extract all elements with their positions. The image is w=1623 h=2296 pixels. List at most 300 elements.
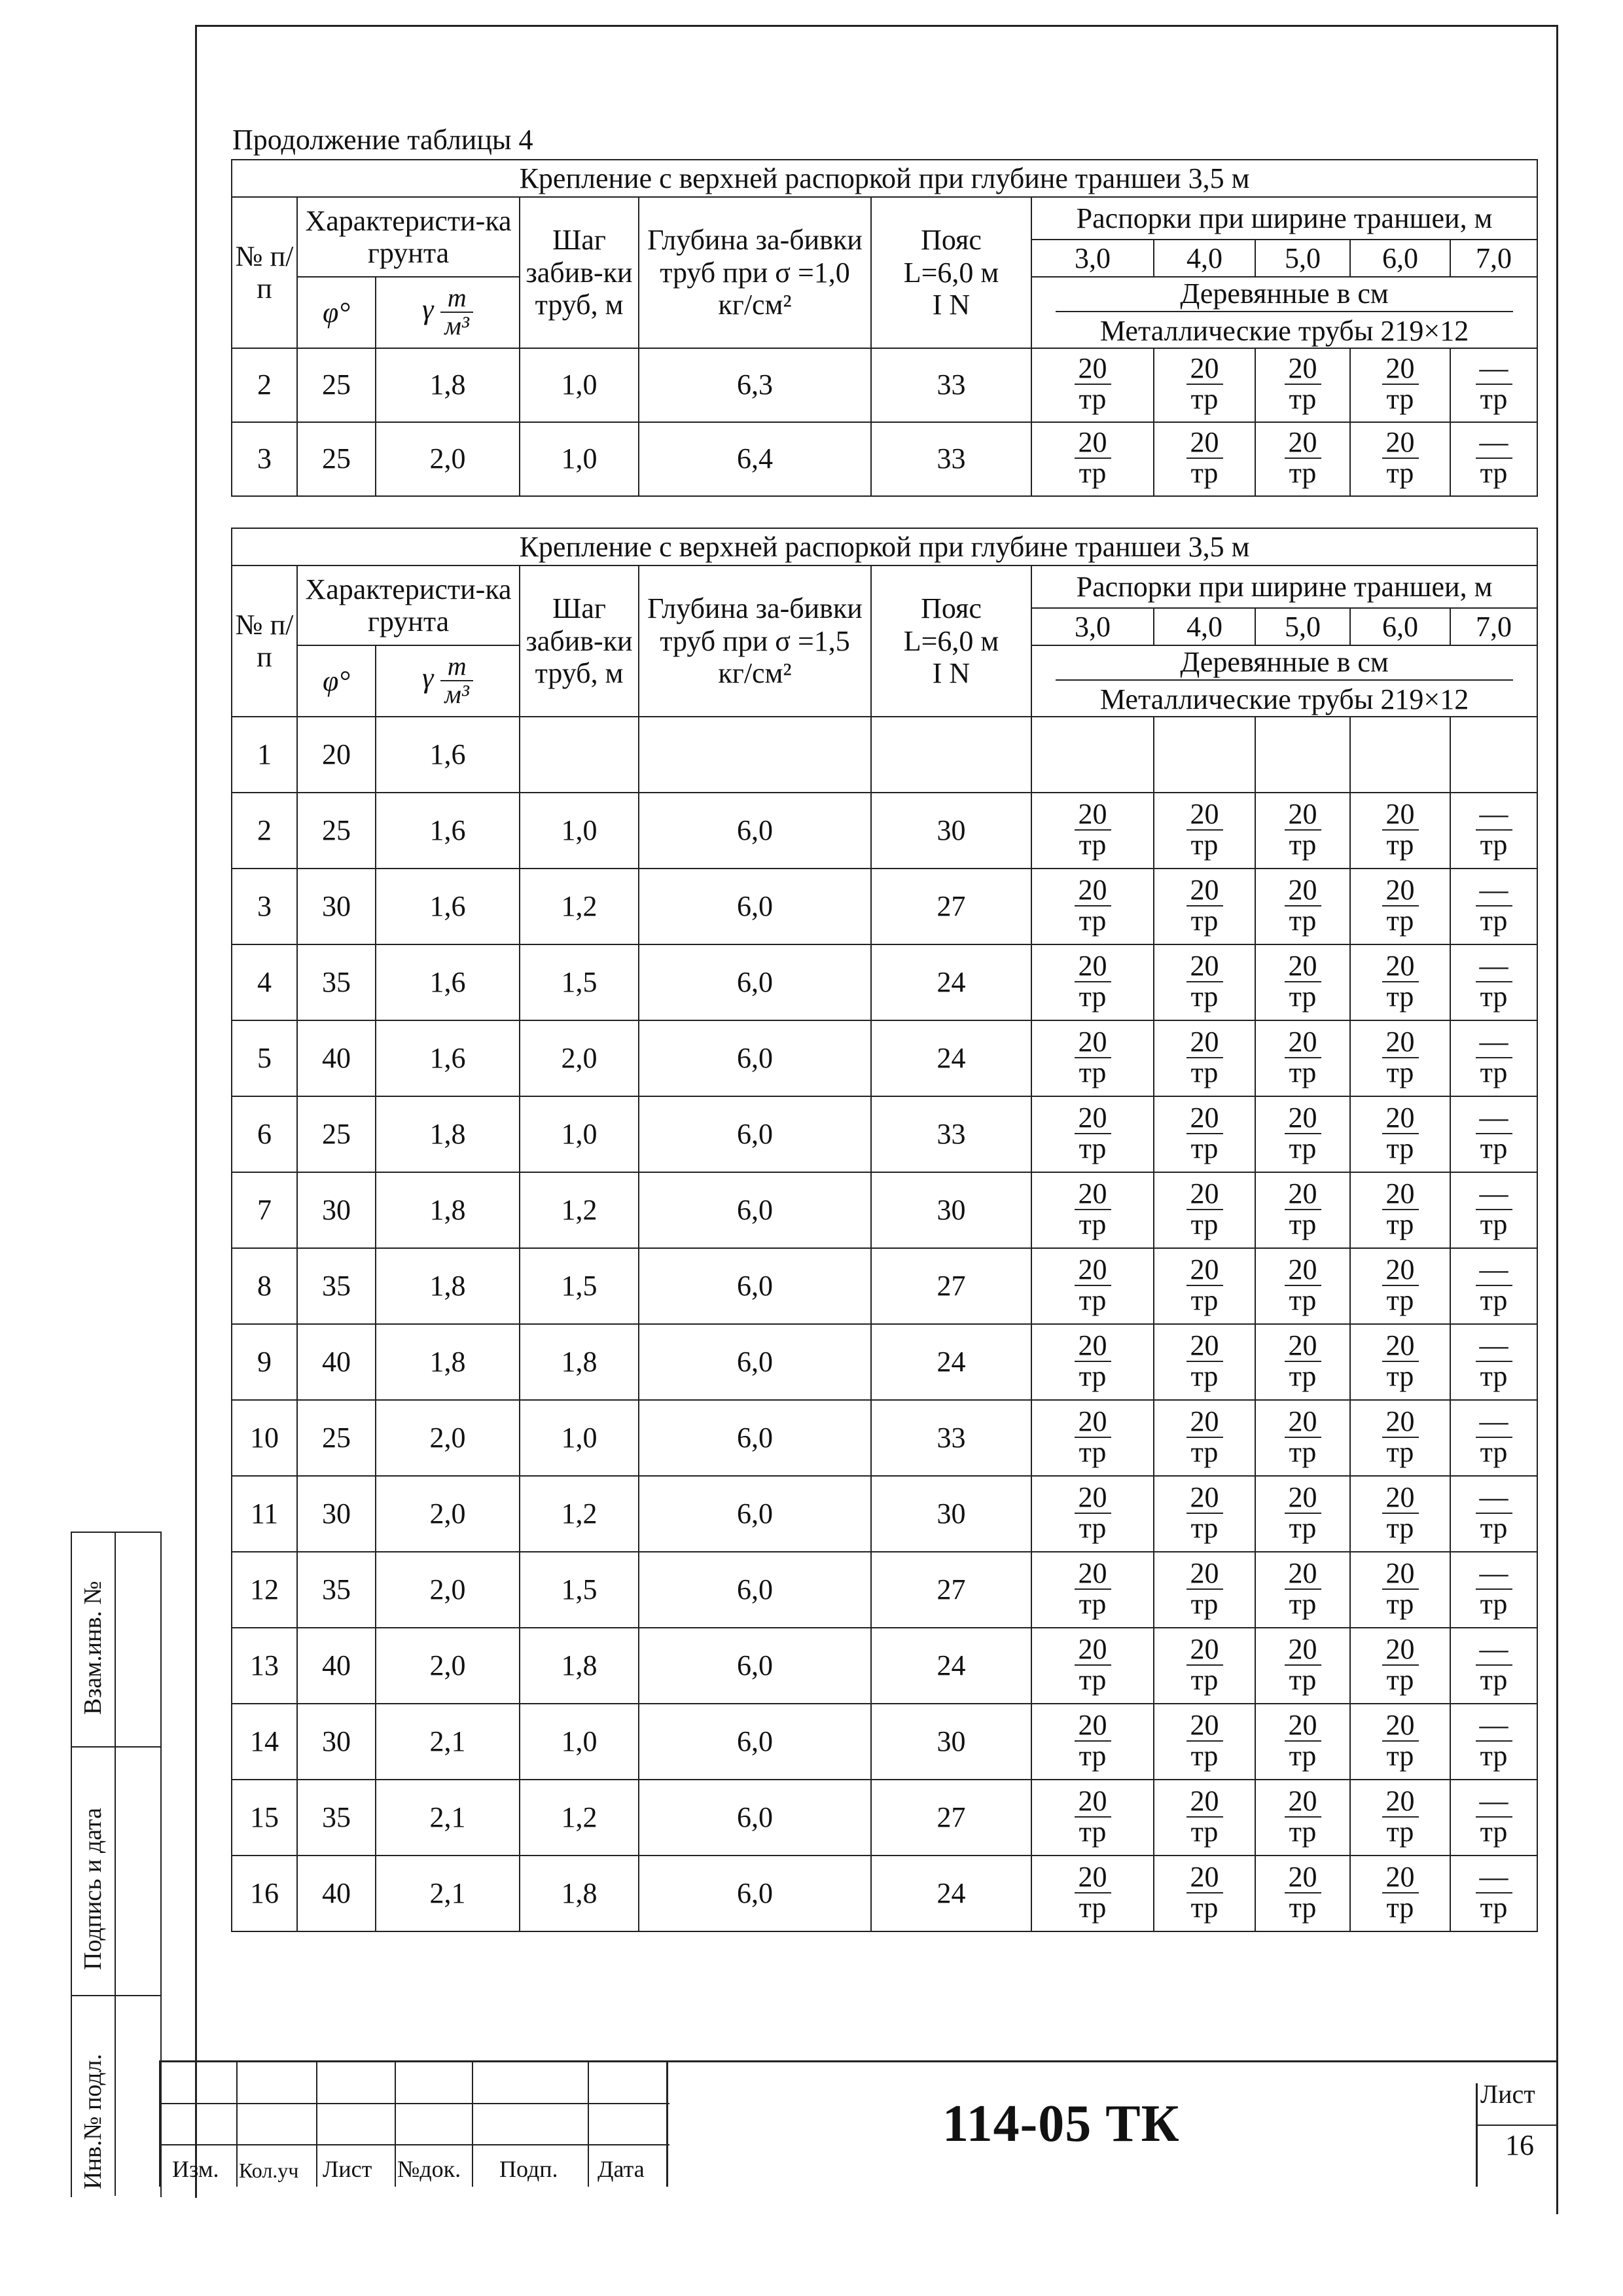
strut-fraction (1285, 1784, 1321, 1848)
cell-belt: 33 (871, 422, 1031, 496)
cell-depth: 6,0 (639, 793, 871, 869)
width-header: 3,0 (1031, 608, 1154, 645)
cell-gamma: 2,0 (376, 422, 520, 496)
cell-strut (1350, 348, 1450, 422)
strut-fraction (1382, 354, 1419, 414)
cell-strut (1154, 1704, 1255, 1780)
cell-strut (1350, 1704, 1450, 1780)
cell-depth: 6,0 (639, 1552, 871, 1628)
cell-strut (1154, 1856, 1255, 1931)
strut-wood: 20 (1285, 1103, 1321, 1134)
cell-step: 1,5 (520, 944, 639, 1020)
cell-strut (1255, 422, 1350, 496)
strut-wood: 20 (1075, 1787, 1111, 1818)
cell-strut (1255, 1628, 1350, 1704)
cell-depth: 6,0 (639, 1628, 871, 1704)
cell-strut (1031, 1552, 1154, 1628)
cell-strut (1031, 1704, 1154, 1780)
strut-metal: тр (1079, 828, 1107, 861)
strut-wood: — (1476, 800, 1512, 831)
strut-fraction (1476, 1179, 1512, 1240)
col-header-step: Шаг забив-ки труб, м (520, 197, 639, 348)
strut-wood: — (1476, 1787, 1512, 1818)
strut-fraction (1382, 1556, 1419, 1620)
strut-wood: 20 (1186, 1483, 1223, 1514)
col-header-struts: Распорки при ширине траншеи, м (1031, 197, 1537, 240)
strut-metal: тр (1386, 1815, 1414, 1848)
table-row (232, 422, 1537, 496)
strut-metal: тр (1289, 1511, 1317, 1544)
cell-gamma: 2,1 (376, 1704, 520, 1780)
strut-metal: тр (1480, 1132, 1508, 1164)
cell-phi: 40 (297, 1324, 376, 1400)
tb-label-kol: Кол.уч (239, 2159, 299, 2182)
strut-metal: тр (1480, 904, 1508, 937)
cell-depth: 6,0 (639, 1172, 871, 1248)
cell-num: 6 (232, 1096, 297, 1172)
cell-strut (1350, 1096, 1450, 1172)
width-header: 6,0 (1350, 608, 1450, 645)
cell-phi: 25 (297, 793, 376, 869)
cell-strut (1450, 1552, 1537, 1628)
strut-wood: 20 (1382, 1863, 1419, 1893)
tb-label-ndok: №док. (397, 2156, 461, 2182)
cell-phi: 40 (297, 1628, 376, 1704)
strut-metal: тр (1190, 1739, 1219, 1772)
col-header-materials (1031, 645, 1537, 717)
strut-metal: тр (1289, 1056, 1317, 1088)
strut-metal: тр (1079, 1359, 1107, 1392)
strut-metal: тр (1190, 1283, 1219, 1316)
strut-metal: тр (1190, 1891, 1219, 1924)
strut-metal: тр (1079, 1132, 1107, 1164)
strut-fraction (1285, 1407, 1321, 1467)
strut-wood: 20 (1285, 1255, 1321, 1286)
belt-length: L=6,0 м (903, 624, 999, 657)
title-block (159, 2060, 1556, 2187)
cell-phi: 25 (297, 1096, 376, 1172)
tb-label-podp: Подп. (499, 2156, 558, 2182)
strut-wood: 20 (1285, 1483, 1321, 1514)
cell-strut (1255, 1172, 1350, 1248)
cell-gamma: 1,8 (376, 1248, 520, 1324)
cell-num: 3 (232, 422, 297, 496)
strut-metal: тр (1289, 383, 1317, 416)
strut-fraction (1186, 354, 1223, 414)
strut-metal: тр (1480, 1283, 1508, 1316)
title-block-line (1476, 2125, 1556, 2126)
table-title: Крепление с верхней распоркой при глубине траншеи 3,5 м (232, 160, 1537, 197)
strut-fraction (1186, 1556, 1223, 1620)
gamma-symbol: γ (422, 293, 434, 326)
strut-metal: тр (1289, 828, 1317, 861)
material-metal: Металлические трубы 219×12 (1099, 683, 1469, 716)
cell-strut (1031, 422, 1154, 496)
strut-fraction (1382, 1708, 1419, 1772)
width-header: 4,0 (1154, 240, 1255, 277)
gamma-unit-num: т (440, 653, 473, 681)
col-header-materials (1031, 277, 1537, 348)
strut-wood: 20 (1382, 1255, 1419, 1286)
strut-fraction (1476, 354, 1512, 414)
cell-gamma: 1,6 (376, 717, 520, 793)
gamma-unit-num: т (440, 285, 473, 313)
cell-step: 1,5 (520, 1248, 639, 1324)
cell-gamma: 2,0 (376, 1628, 520, 1704)
strut-metal: тр (1386, 1511, 1414, 1544)
side-label-inv: Инв.№ подл. (79, 2053, 107, 2189)
cell-strut (1154, 869, 1255, 944)
strut-wood: 20 (1382, 1407, 1419, 1438)
cell-phi: 30 (297, 1704, 376, 1780)
cell-step: 1,2 (520, 1780, 639, 1856)
gamma-unit-den: м³ (444, 679, 469, 709)
strut-metal: тр (1079, 1891, 1107, 1924)
cell-step: 1,2 (520, 1476, 639, 1552)
cell-step: 1,0 (520, 1400, 639, 1476)
cell-strut (1031, 1780, 1154, 1856)
cell-gamma: 1,8 (376, 1324, 520, 1400)
sheet-label: Лист (1480, 2079, 1535, 2109)
strut-fraction (1186, 873, 1223, 937)
strut-wood: 20 (1382, 1635, 1419, 1666)
strut-wood: — (1476, 1255, 1512, 1286)
strut-metal: тр (1079, 1056, 1107, 1088)
material-metal: Металлические трубы 219×12 (1099, 315, 1469, 348)
cell-num: 13 (232, 1628, 297, 1704)
title-block-line (159, 2103, 669, 2104)
strut-fraction (1186, 1632, 1223, 1696)
strut-metal: тр (1289, 1663, 1317, 1696)
belt-length: L=6,0 м (903, 256, 999, 289)
col-header-depth: Глубина за-бивки труб при σ =1,5 кг/см² (639, 565, 871, 717)
cell-strut (1450, 1628, 1537, 1704)
frame-left-border (195, 25, 197, 2198)
strut-wood: 20 (1186, 1179, 1223, 1210)
cell-strut (1350, 1552, 1450, 1628)
cell-strut (1350, 1476, 1450, 1552)
strut-wood: 20 (1075, 1635, 1111, 1666)
cell-belt: 27 (871, 1248, 1031, 1324)
cell-strut (1031, 1172, 1154, 1248)
cell-strut (1255, 1856, 1350, 1931)
col-header-step: Шаг забив-ки труб, м (520, 565, 639, 717)
cell-depth: 6,0 (639, 1324, 871, 1400)
strut-fraction (1075, 1480, 1111, 1544)
side-divider (71, 1746, 161, 1748)
strut-metal: тр (1190, 383, 1219, 416)
table-sigma-1-5 (231, 528, 1538, 1932)
strut-fraction (1476, 1025, 1512, 1088)
tb-label-data: Дата (597, 2156, 645, 2182)
title-block-line (1476, 2083, 1478, 2187)
col-header-belt (871, 565, 1031, 717)
cell-phi: 35 (297, 1780, 376, 1856)
cell-belt: 27 (871, 1780, 1031, 1856)
frame-top-border (195, 25, 1556, 27)
cell-strut (1450, 1096, 1537, 1172)
strut-metal: тр (1386, 1132, 1414, 1164)
table-row (232, 348, 1537, 422)
cell-belt: 30 (871, 793, 1031, 869)
strut-fraction (1285, 354, 1321, 414)
strut-fraction (1285, 1632, 1321, 1696)
table-row (232, 1400, 1537, 1476)
cell-strut (1031, 717, 1154, 793)
cell-strut (1450, 1780, 1537, 1856)
strut-fraction (1476, 1480, 1512, 1544)
title-block-line (236, 2062, 238, 2187)
strut-fraction (1382, 797, 1419, 861)
title-block-line (472, 2062, 473, 2187)
side-label-vzam: Взам.инв. № (79, 1581, 107, 1715)
cell-strut (1255, 1704, 1350, 1780)
strut-fraction (1075, 354, 1111, 414)
strut-metal: тр (1079, 1587, 1107, 1620)
cell-depth: 6,0 (639, 1096, 871, 1172)
cell-num: 11 (232, 1476, 297, 1552)
cell-strut (1450, 1704, 1537, 1780)
strut-fraction (1075, 1784, 1111, 1848)
cell-gamma: 1,6 (376, 944, 520, 1020)
strut-metal: тр (1480, 1815, 1508, 1848)
strut-fraction (1075, 1407, 1111, 1467)
cell-strut (1031, 1248, 1154, 1324)
strut-wood: — (1476, 1179, 1512, 1210)
strut-fraction (1476, 1556, 1512, 1620)
cell-strut (1154, 1400, 1255, 1476)
cell-strut (1255, 348, 1350, 422)
cell-phi: 40 (297, 1856, 376, 1931)
strut-fraction (1382, 1331, 1419, 1391)
strut-metal: тр (1480, 1511, 1508, 1544)
strut-fraction (1382, 1255, 1419, 1316)
title-block-line (395, 2062, 396, 2187)
strut-wood: 20 (1285, 1331, 1321, 1362)
strut-fraction (1382, 1103, 1419, 1164)
strut-fraction (1476, 1784, 1512, 1848)
strut-metal: тр (1190, 457, 1219, 490)
table-row (232, 1096, 1537, 1172)
strut-metal: тр (1386, 457, 1414, 490)
title-block-line (666, 2062, 668, 2187)
table-caption: Продолжение таблицы 4 (232, 124, 533, 156)
cell-strut (1031, 1628, 1154, 1704)
strut-wood: 20 (1285, 1179, 1321, 1210)
col-header-num: № п/п (232, 197, 297, 348)
strut-wood: 20 (1285, 428, 1321, 459)
strut-metal: тр (1289, 1208, 1317, 1240)
cell-belt: 33 (871, 348, 1031, 422)
strut-wood: 20 (1075, 1179, 1111, 1210)
cell-depth: 6,0 (639, 1704, 871, 1780)
strut-fraction (1476, 1632, 1512, 1696)
strut-fraction (1186, 1480, 1223, 1544)
strut-wood: 20 (1285, 800, 1321, 831)
col-header-struts: Распорки при ширине траншеи, м (1031, 565, 1537, 608)
cell-phi: 30 (297, 869, 376, 944)
cell-strut (1350, 944, 1450, 1020)
strut-fraction (1186, 1331, 1223, 1391)
col-header-soil: Характеристи-ка грунта (297, 565, 520, 645)
strut-wood: — (1476, 1483, 1512, 1514)
strut-metal: тр (1079, 1208, 1107, 1240)
cell-strut (1255, 717, 1350, 793)
strut-metal: тр (1386, 904, 1414, 937)
table-row (232, 793, 1537, 869)
strut-wood: — (1476, 1559, 1512, 1590)
cell-strut (1154, 422, 1255, 496)
cell-num: 9 (232, 1324, 297, 1400)
cell-step: 1,0 (520, 793, 639, 869)
cell-belt: 24 (871, 1324, 1031, 1400)
strut-fraction (1382, 1407, 1419, 1467)
table-row (232, 869, 1537, 944)
strut-metal: тр (1480, 828, 1508, 861)
strut-wood: 20 (1075, 876, 1111, 906)
strut-metal: тр (1386, 1056, 1414, 1088)
cell-strut (1350, 1248, 1450, 1324)
cell-num: 10 (232, 1400, 297, 1476)
strut-metal: тр (1079, 1739, 1107, 1772)
cell-strut (1350, 1400, 1450, 1476)
strut-metal: тр (1190, 1511, 1219, 1544)
cell-belt: 33 (871, 1096, 1031, 1172)
cell-num: 5 (232, 1020, 297, 1096)
strut-metal: тр (1480, 457, 1508, 490)
strut-fraction (1186, 949, 1223, 1013)
cell-gamma: 2,1 (376, 1856, 520, 1931)
strut-wood: 20 (1075, 1483, 1111, 1514)
strut-wood: 20 (1382, 1787, 1419, 1818)
cell-strut (1255, 1780, 1350, 1856)
strut-metal: тр (1289, 1815, 1317, 1848)
strut-wood: 20 (1075, 1407, 1111, 1438)
strut-metal: тр (1289, 457, 1317, 490)
strut-wood: 20 (1285, 1711, 1321, 1742)
strut-fraction (1075, 1708, 1111, 1772)
cell-strut (1031, 1476, 1154, 1552)
strut-wood: — (1476, 1028, 1512, 1058)
cell-depth: 6,0 (639, 944, 871, 1020)
strut-wood: 20 (1186, 1331, 1223, 1362)
cell-num: 1 (232, 717, 297, 793)
cell-gamma: 2,0 (376, 1400, 520, 1476)
strut-fraction (1186, 1708, 1223, 1772)
strut-metal: тр (1480, 1739, 1508, 1772)
cell-strut (1450, 1856, 1537, 1931)
cell-step: 1,8 (520, 1324, 639, 1400)
strut-metal: тр (1079, 1511, 1107, 1544)
strut-wood: — (1476, 428, 1512, 459)
cell-strut (1154, 1020, 1255, 1096)
table-row (232, 1324, 1537, 1400)
strut-fraction (1382, 949, 1419, 1013)
strut-metal: тр (1190, 1815, 1219, 1848)
cell-num: 4 (232, 944, 297, 1020)
strut-metal: тр (1386, 1739, 1414, 1772)
strut-metal: тр (1386, 1283, 1414, 1316)
strut-wood: 20 (1186, 800, 1223, 831)
strut-wood: 20 (1285, 876, 1321, 906)
cell-num: 7 (232, 1172, 297, 1248)
col-header-gamma (376, 277, 520, 348)
strut-metal: тр (1079, 457, 1107, 490)
strut-wood: — (1476, 1711, 1512, 1742)
width-header: 5,0 (1255, 608, 1350, 645)
cell-strut (1450, 1020, 1537, 1096)
cell-strut (1350, 869, 1450, 944)
strut-wood: 20 (1186, 1635, 1223, 1666)
strut-wood: 20 (1186, 1559, 1223, 1590)
cell-gamma: 2,1 (376, 1780, 520, 1856)
strut-fraction (1285, 1025, 1321, 1088)
col-header-belt (871, 197, 1031, 348)
strut-wood: 20 (1285, 1028, 1321, 1058)
strut-wood: 20 (1075, 1559, 1111, 1590)
strut-metal: тр (1386, 828, 1414, 861)
cell-strut (1154, 793, 1255, 869)
document-code: 114-05 ТК (942, 2095, 1180, 2153)
strut-fraction (1075, 949, 1111, 1013)
cell-belt: 33 (871, 1400, 1031, 1476)
title-block-line (316, 2062, 317, 2187)
cell-num: 16 (232, 1856, 297, 1931)
strut-wood: — (1476, 1103, 1512, 1134)
cell-strut (1031, 793, 1154, 869)
strut-metal: тр (1190, 1435, 1219, 1468)
strut-metal: тр (1480, 1663, 1508, 1696)
strut-wood: 20 (1075, 1711, 1111, 1742)
strut-wood: 20 (1186, 354, 1223, 385)
strut-metal: тр (1480, 1587, 1508, 1620)
strut-wood: — (1476, 876, 1512, 906)
strut-wood: — (1476, 1863, 1512, 1893)
strut-metal: тр (1289, 1359, 1317, 1392)
strut-fraction (1075, 873, 1111, 937)
cell-num: 14 (232, 1704, 297, 1780)
strut-wood: 20 (1285, 354, 1321, 385)
cell-strut (1031, 1324, 1154, 1400)
cell-depth: 6,0 (639, 1780, 871, 1856)
cell-belt: 24 (871, 1628, 1031, 1704)
strut-metal: тр (1190, 1359, 1219, 1392)
cell-num: 12 (232, 1552, 297, 1628)
col-header-num: № п/п (232, 565, 297, 717)
cell-step: 1,0 (520, 422, 639, 496)
cell-step: 1,0 (520, 1704, 639, 1780)
width-header: 4,0 (1154, 608, 1255, 645)
cell-depth: 6,3 (639, 348, 871, 422)
strut-fraction (1186, 797, 1223, 861)
strut-fraction (1476, 1407, 1512, 1467)
belt-label: Пояс (921, 592, 982, 625)
cell-strut (1255, 869, 1350, 944)
tb-label-list: Лист (323, 2156, 372, 2182)
strut-metal: тр (1190, 828, 1219, 861)
cell-num: 2 (232, 793, 297, 869)
side-divider (115, 1532, 116, 2196)
strut-fraction (1382, 1179, 1419, 1240)
col-header-gamma (376, 645, 520, 717)
strut-wood: 20 (1186, 876, 1223, 906)
cell-strut (1450, 348, 1537, 422)
strut-fraction (1382, 1632, 1419, 1696)
cell-strut (1031, 1400, 1154, 1476)
table-row (232, 944, 1537, 1020)
strut-fraction (1285, 1708, 1321, 1772)
cell-strut (1350, 1172, 1450, 1248)
